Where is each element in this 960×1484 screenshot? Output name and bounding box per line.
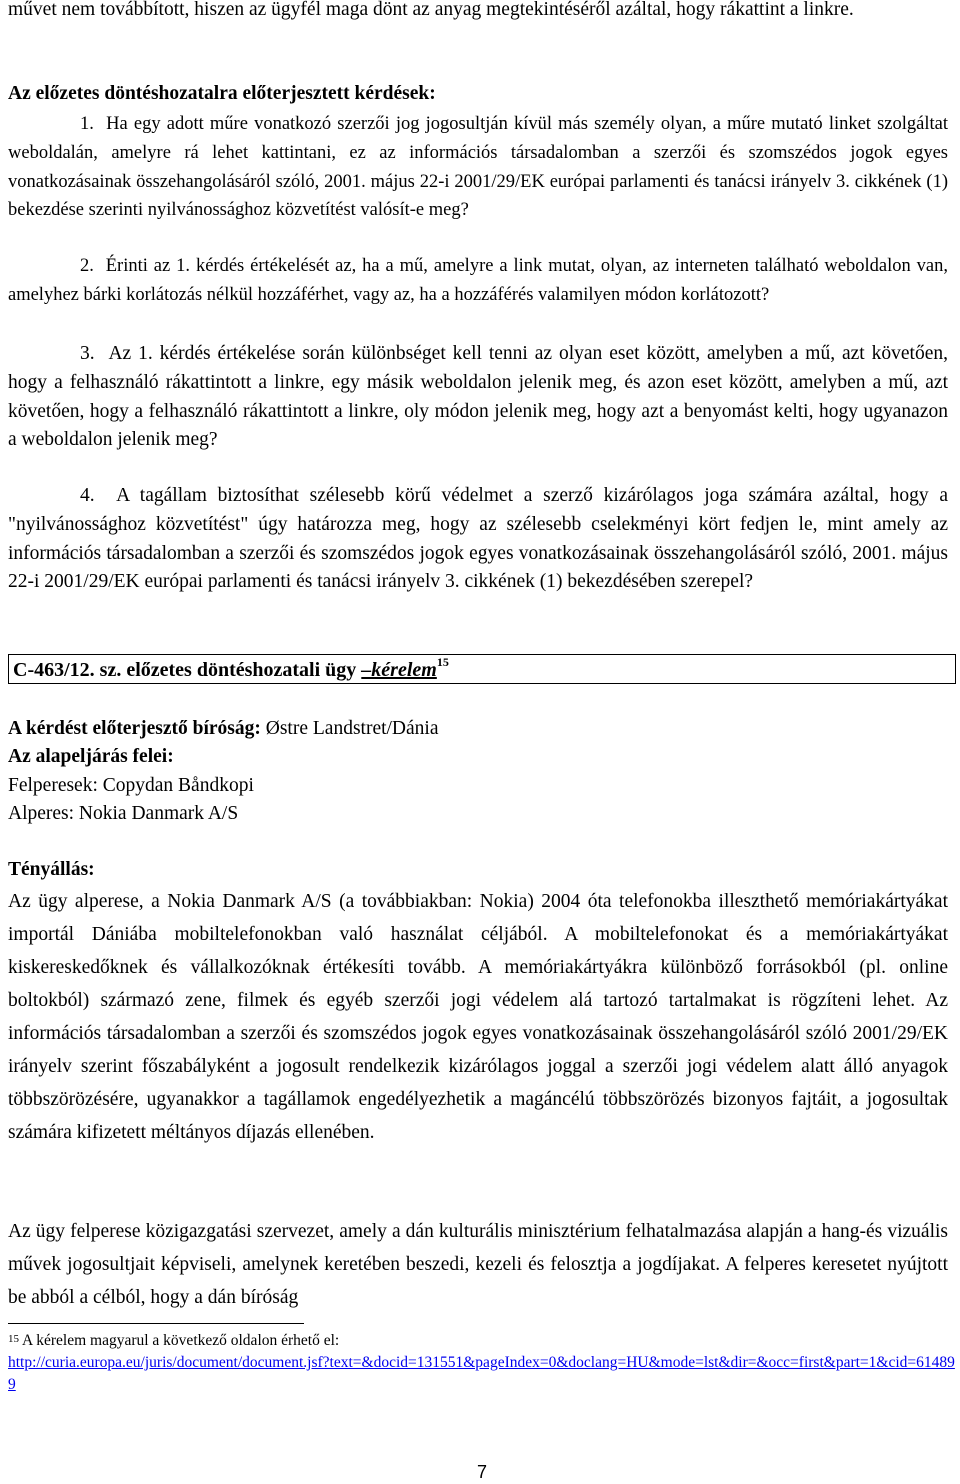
defendant-line: Alperes: Nokia Danmark A/S (8, 803, 239, 824)
facts-paragraph-2: Az ügy felperese közigazgatási szervezet, amely a dán kulturális minisztérium felhatalmazása alapján a hang-és vizuális művek jogosultjait képviseli, amelynek keretében beszedi, kezeli és felosztja a jogdíjakat. A felperes keresetet nyújtott be abból a célból, hogy a dán bíróság (8, 1221, 948, 1308)
footnote-number: 15 (8, 1333, 19, 1345)
questions-heading: Az előzetes döntéshozatalra előterjesztett kérdések: (8, 83, 436, 104)
top-paragraph: művet nem továbbított, hiszen az ügyfél maga dönt az anyag megtekintéséről azáltal, hogy rákattint a linkre. (8, 0, 854, 20)
case-number-box (8, 654, 956, 684)
facts-heading: Tényállás: (8, 859, 95, 880)
page-number: 7 (476, 1462, 487, 1482)
referring-court-label: A kérdést előterjesztő bíróság: (8, 718, 261, 739)
case-title (13, 655, 449, 682)
facts-paragraph-1: Az ügy alperese, a Nokia Danmark A/S (a továbbiakban: Nokia) 2004 óta telefonokba illeszthető memóriakártyákat importál Dániába mobiltelefonokban való használat céljából. A mobiltelefonokat és a memóriakártyákat kiskereskedőknek és vállalkozóknak értékesíti tovább. A memóriakártyákra különböző forrásokból (pl. online boltokból) származó zene, filmek és egyéb szerzői jogi védelem alá tartozó tartalmakat is rögzíteni lehet. Az információs társadalomban a szerzői és szomszédos jogok egyes vonatkozásainak összehangolásáról szóló 2001/29/EK irányelv szerint főszabályként a jogosult rendelkezik kizárólagos joggal a szerzői jogi védelem alatt álló anyagok többszörözésére, ugyanakkor a tagállamok engedélyezhetik a magáncélú többszörözés bizonyos fajtáit, a jogosultak számára kifizetett méltányos díjazás ellenében. (8, 891, 948, 1143)
question-4: 4. A tagállam biztosíthat szélesebb körű védelmet a szerző kizárólagos joga számára azáltal, hogy a "nyilvánossághoz közvetítést" úgy határozza meg, hogy az szélesebb cselekményi kört fedjen le, mint amely az információs társadalomban a szerzői és szomszédos jogok egyes vonatkozásainak összehangolásáról szóló, 2001. május 22-i 2001/29/EK európai parlamenti és tanácsi irányelv 3. cikkének (1) bekezdésében szerepel? (8, 485, 948, 593)
footnote-ref-15[interactable]: 15 (436, 655, 449, 669)
case-title-prefix: C-463/12. sz. előzetes döntéshozatali ügy (13, 659, 362, 681)
footnote-separator (8, 1323, 304, 1324)
plaintiff-line: Felperesek: Copydan Båndkopi (8, 775, 254, 796)
question-1: 1. Ha egy adott műre vonatkozó szerzői jog jogosultján kívül más személy olyan, a műre mutató linket szolgáltat weboldalán, amelyre rá lehet kattintani, ez az információs társadalomban a szerzői és szomszédos jogok egyes vonatkozásainak összehangolásáról szóló, 2001. május 22-i 2001/29/EK európai parlamenti és tanácsi irányelv 3. cikkének (1) bekezdése szerinti nyilvánossághoz közvetítést valósít-e meg? (8, 114, 948, 221)
question-2: 2. Érinti az 1. kérdés értékelését az, ha a mű, amelyre a link mutat, olyan, az interneten található weboldalon van, amelyhez bárki korlátozás nélkül hozzáférhet, vagy az, ha a hozzáférés valamilyen módon korlátozott? (8, 256, 948, 305)
parties-heading: Az alapeljárás felei: (8, 746, 174, 767)
question-3: 3. Az 1. kérdés értékelése során különbséget kell tenni az olyan eset között, amelyben a mű, azt követően, hogy a felhasználó rákattintott a linkre, egy másik weboldalon jelenik meg, és azon eset között, amelyben a mű, azt követően, hogy a felhasználó rákattintott a linkre, oly módon jelenik meg, hogy azt a benyomást kelti, hogy ugyanazon a weboldalon jelenik meg? (8, 343, 948, 451)
top-paragraph-line1 (8, 0, 948, 25)
footnote-text: A kérelem magyarul a következő oldalon érhető el: (19, 1332, 340, 1349)
footnote-15 (8, 1330, 956, 1396)
case-title-keyword: –kérelem (361, 659, 437, 681)
referring-court (8, 715, 439, 744)
footnote-link[interactable]: http://curia.europa.eu/juris/document/document.jsf?text=&docid=131551&pageIndex=0&doclang=HU&mode=lst&dir=&occ=first&part=1&cid=614899 (8, 1354, 955, 1393)
referring-court-value: Østre Landstret/Dánia (260, 718, 439, 739)
